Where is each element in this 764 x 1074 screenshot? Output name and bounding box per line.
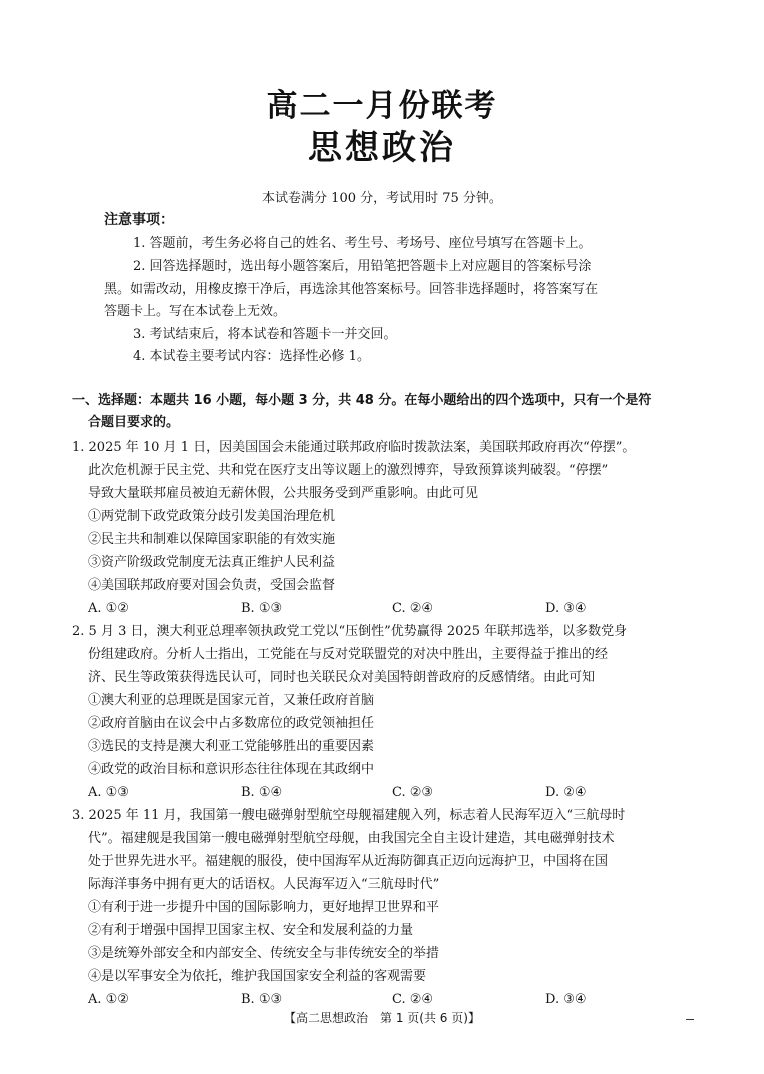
exam-subject: 思想政治 bbox=[308, 128, 456, 168]
option-b: B. ①③ bbox=[241, 992, 283, 1007]
question-stem: 份组建政府。分析人士指出，工党能在与反对党联盟党的对决中胜出，主要得益于推出的经 bbox=[88, 647, 609, 662]
option-c: C. ②④ bbox=[392, 992, 434, 1007]
option-a: A. ①③ bbox=[88, 785, 129, 800]
notice-item: 3. 考试结束后，将本试卷和答题卡一并交回。 bbox=[133, 327, 397, 342]
option-c: C. ②④ bbox=[392, 601, 434, 616]
section-heading-cont: 合题目要求的。 bbox=[88, 415, 180, 430]
option-a: A. ①② bbox=[88, 601, 129, 616]
question-stem: 3. 2025 年 11 月，我国第一艘电磁弹射型航空母舰福建舰入列，标志着人民海军迈入“三航母时 bbox=[72, 808, 626, 823]
statement: ④是以军事安全为依托，维护我国国家安全利益的客观需要 bbox=[88, 969, 427, 984]
notice-item: 答题卡上。写在本试卷上无效。 bbox=[104, 304, 287, 319]
option-b: B. ①③ bbox=[241, 601, 283, 616]
page-footer: 【高二思想政治 第 1 页(共 6 页)】 bbox=[284, 1011, 480, 1025]
statement: ②政府首脑由在议会中占多数席位的政党领袖担任 bbox=[88, 716, 375, 731]
option-d: D. ②④ bbox=[545, 785, 587, 800]
statement: ③资产阶级政党制度无法真正维护人民利益 bbox=[88, 555, 336, 570]
statement: ②有利于增强中国捍卫国家主权、安全和发展利益的力量 bbox=[88, 923, 414, 938]
statement: ④美国联邦政府要对国会负责，受国会监督 bbox=[88, 578, 336, 593]
option-b: B. ①④ bbox=[241, 785, 283, 800]
notice-item: 2. 回答选择题时，选出每小题答案后，用铅笔把答题卡上对应题目的答案标号涂 bbox=[133, 259, 592, 274]
notice-item: 4. 本试卷主要考试内容：选择性必修 1。 bbox=[133, 349, 370, 364]
page-corner-mark bbox=[686, 1019, 694, 1020]
notice-item: 1. 答题前，考生务必将自己的姓名、考生号、考场号、座位号填写在答题卡上。 bbox=[133, 236, 592, 251]
question-stem: 济、民生等政策获得选民认可，同时也关联民众对美国特朗普政府的反感情绪。由此可知 bbox=[88, 670, 596, 685]
question-stem: 1. 2025 年 10 月 1 日，因美国国会未能通过联邦政府临时拨款法案，美国联邦政府再次“停摆”。 bbox=[72, 440, 636, 455]
statement: ①有利于进一步提升中国的国际影响力，更好地捍卫世界和平 bbox=[88, 900, 440, 915]
question-stem: 此次危机源于民主党、共和党在医疗支出等议题上的激烈博弈，导致预算谈判破裂。“停摆” bbox=[88, 463, 609, 478]
notice-item: 黑。如需改动，用橡皮擦干净后，再选涂其他答案标号。回答非选择题时，将答案写在 bbox=[104, 282, 599, 297]
option-d: D. ③④ bbox=[545, 992, 587, 1007]
exam-info: 本试卷满分 100 分，考试用时 75 分钟。 bbox=[262, 191, 502, 206]
statement: ④政党的政治目标和意识形态往往体现在其政纲中 bbox=[88, 762, 375, 777]
option-c: C. ②③ bbox=[392, 785, 434, 800]
question-stem: 代”。福建舰是我国第一艘电磁弹射型航空母舰，由我国完全自主设计建造，其电磁弹射技术 bbox=[88, 831, 615, 846]
notice-heading: 注意事项： bbox=[104, 212, 174, 228]
question-stem: 际海洋事务中拥有更大的话语权。人民海军迈入“三航母时代” bbox=[88, 877, 440, 892]
statement: ①澳大利亚的总理既是国家元首，又兼任政府首脑 bbox=[88, 693, 375, 708]
question-stem: 导致大量联邦雇员被迫无薪休假，公共服务受到严重影响。由此可见 bbox=[88, 486, 479, 501]
question-stem: 2. 5 月 3 日，澳大利亚总理率领执政党工党以“压倒性”优势赢得 2025 年联邦选举，以多数党身 bbox=[72, 624, 628, 639]
statement: ③是统筹外部安全和内部安全、传统安全与非传统安全的举措 bbox=[88, 946, 440, 961]
question-stem: 处于世界先进水平。福建舰的服役，使中国海军从近海防御真正迈向远海护卫，中国将在国 bbox=[88, 854, 609, 869]
option-a: A. ①② bbox=[88, 992, 129, 1007]
statement: ③选民的支持是澳大利亚工党能够胜出的重要因素 bbox=[88, 739, 375, 754]
statement: ②民主共和制难以保障国家职能的有效实施 bbox=[88, 532, 336, 547]
section-heading: 一、选择题：本题共 16 小题，每小题 3 分，共 48 分。在每小题给出的四个选项中，只有一个是符 bbox=[72, 393, 652, 408]
exam-title: 高二一月份联考 bbox=[266, 88, 498, 124]
statement: ①两党制下政党政策分歧引发美国治理危机 bbox=[88, 509, 336, 524]
option-d: D. ③④ bbox=[545, 601, 587, 616]
